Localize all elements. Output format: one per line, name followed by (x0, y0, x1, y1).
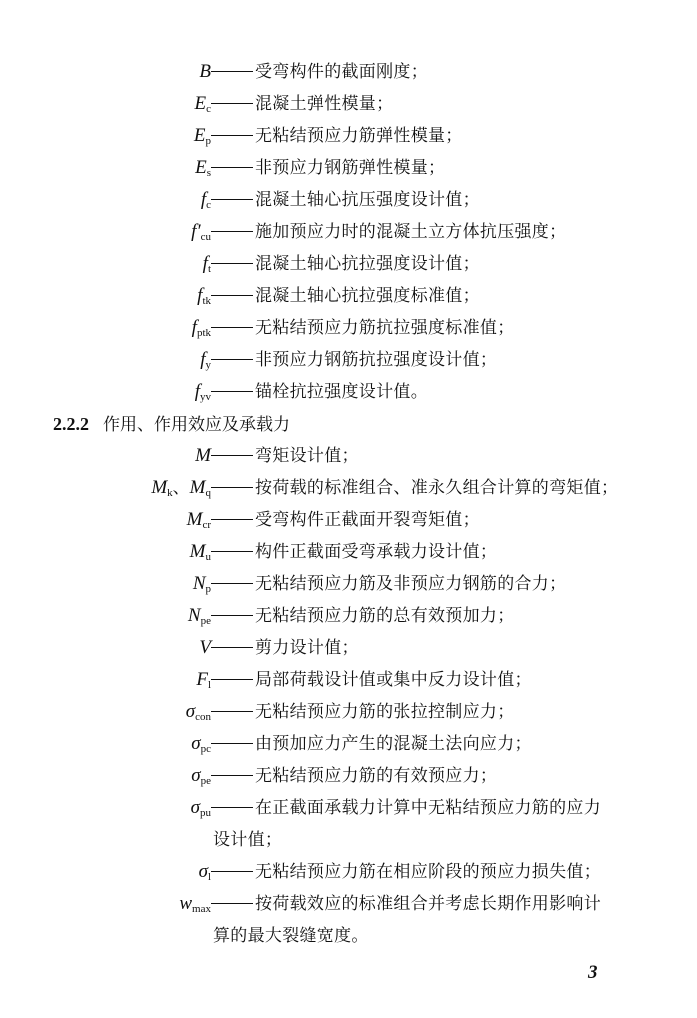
symbol-row (0, 888, 697, 920)
em-dash (211, 167, 253, 168)
em-dash (211, 327, 253, 328)
symbol-row (0, 440, 697, 472)
symbol: $\sigma_{con}$ (185, 701, 211, 723)
page-number: 3 (588, 962, 598, 983)
em-dash (211, 711, 253, 712)
symbol-description: 非预应力钢筋弹性模量； (255, 158, 446, 178)
em-dash (211, 647, 253, 648)
em-dash (211, 103, 253, 104)
symbol-row (0, 312, 697, 344)
symbol: $f_c$ (200, 189, 211, 211)
symbol-description: 由预加应力产生的混凝土法向应力； (255, 734, 532, 754)
symbol-row (0, 280, 697, 312)
symbol-row (0, 56, 697, 88)
symbol: $F_l$ (196, 669, 211, 691)
symbol-description: 无粘结预应力筋的有效预应力； (255, 766, 498, 786)
symbol: $\sigma_{pu}$ (190, 797, 211, 819)
symbol-row (0, 856, 697, 888)
description-continuation: 算的最大裂缝宽度。 (213, 926, 369, 946)
symbol-description: 无粘结预应力筋在相应阶段的预应力损失值； (255, 862, 601, 882)
em-dash (211, 519, 253, 520)
symbol-description: 局部荷载设计值或集中反力设计值； (255, 670, 532, 690)
symbol-description: 无粘结预应力筋的张拉控制应力； (255, 702, 515, 722)
description-continuation: 设计值； (213, 830, 283, 850)
symbol: $N_{pe}$ (187, 605, 211, 627)
symbol-description: 在正截面承载力计算中无粘结预应力筋的应力 (255, 798, 601, 818)
symbol: V (199, 637, 211, 658)
em-dash (211, 359, 253, 360)
symbol-row (0, 664, 697, 696)
symbol-row (0, 344, 697, 376)
symbol-row (0, 216, 697, 248)
em-dash (211, 231, 253, 232)
section-number: 2.2.2 (53, 414, 89, 434)
symbol-description: 构件正截面受弯承载力设计值； (255, 542, 498, 562)
symbol-row (0, 696, 697, 728)
symbol-description: 受弯构件的截面刚度； (255, 62, 428, 82)
symbol-description: 混凝土轴心抗压强度设计值； (255, 190, 480, 210)
em-dash (211, 391, 253, 392)
symbol: $f_t$ (202, 253, 211, 275)
symbol-row (0, 760, 697, 792)
symbol: $M_k$、$M_q$ (151, 477, 211, 499)
em-dash (211, 135, 253, 136)
symbol: $M_{cr}$ (186, 509, 211, 531)
symbol-row (0, 632, 697, 664)
symbol: $\sigma_{pe}$ (191, 765, 211, 787)
symbol-description: 剪力设计值； (255, 638, 359, 658)
symbol-description: 无粘结预应力筋的总有效预加力； (255, 606, 515, 626)
symbol: $f_{tk}$ (197, 285, 211, 307)
symbol-row (0, 120, 697, 152)
symbol-row (0, 600, 697, 632)
em-dash (211, 775, 253, 776)
symbol: $f_{ptk}$ (191, 317, 211, 339)
symbol-description: 按荷载效应的标准组合并考虑长期作用影响计 (255, 894, 601, 914)
em-dash (211, 807, 253, 808)
symbol-description: 无粘结预应力筋及非预应力钢筋的合力； (255, 574, 567, 594)
symbol: $f_y$ (200, 349, 211, 371)
symbol: M (195, 445, 211, 466)
symbol-row (0, 248, 697, 280)
section-title: 作用、作用效应及承载力 (103, 415, 290, 435)
symbol-row (0, 504, 697, 536)
symbol-row (0, 792, 697, 824)
section-heading (53, 408, 290, 440)
symbol: $f'_{cu}$ (191, 221, 211, 243)
symbol-row (0, 568, 697, 600)
symbol: $f_{yv}$ (194, 381, 211, 403)
em-dash (211, 295, 253, 296)
symbol-row (0, 728, 697, 760)
em-dash (211, 615, 253, 616)
symbol: $E_s$ (195, 157, 211, 179)
symbol-row (0, 152, 697, 184)
em-dash (211, 199, 253, 200)
symbol: $E_c$ (194, 93, 211, 115)
symbol-description: 混凝土轴心抗拉强度设计值； (255, 254, 480, 274)
symbol-description: 非预应力钢筋抗拉强度设计值； (255, 350, 498, 370)
symbol-row (0, 88, 697, 120)
em-dash (211, 583, 253, 584)
symbol-description: 施加预应力时的混凝土立方体抗压强度； (255, 222, 567, 242)
symbol-description: 无粘结预应力筋弹性模量； (255, 126, 463, 146)
symbol: B (199, 61, 211, 82)
symbol-description: 受弯构件正截面开裂弯矩值； (255, 510, 480, 530)
symbol-description: 混凝土轴心抗拉强度标准值； (255, 286, 480, 306)
symbol: $\sigma_l$ (198, 861, 211, 883)
symbol: $w_{max}$ (179, 893, 211, 915)
symbol: $N_p$ (192, 573, 211, 595)
symbol-row (0, 536, 697, 568)
symbol-description: 弯矩设计值； (255, 446, 359, 466)
em-dash (211, 551, 253, 552)
symbol-row (0, 472, 697, 504)
symbol-description: 无粘结预应力筋抗拉强度标准值； (255, 318, 515, 338)
em-dash (211, 487, 253, 488)
symbol-description: 按荷载的标准组合、准永久组合计算的弯矩值； (255, 478, 619, 498)
em-dash (211, 455, 253, 456)
em-dash (211, 743, 253, 744)
symbol-description: 混凝土弹性模量； (255, 94, 394, 114)
em-dash (211, 679, 253, 680)
em-dash (211, 71, 253, 72)
symbol-row (0, 184, 697, 216)
symbol: $E_p$ (193, 125, 211, 147)
em-dash (211, 903, 253, 904)
symbol: $M_u$ (189, 541, 211, 563)
symbol: $\sigma_{pc}$ (191, 733, 211, 755)
em-dash (211, 871, 253, 872)
em-dash (211, 263, 253, 264)
symbol-row (0, 376, 697, 408)
symbol-description: 锚栓抗拉强度设计值。 (255, 382, 428, 402)
